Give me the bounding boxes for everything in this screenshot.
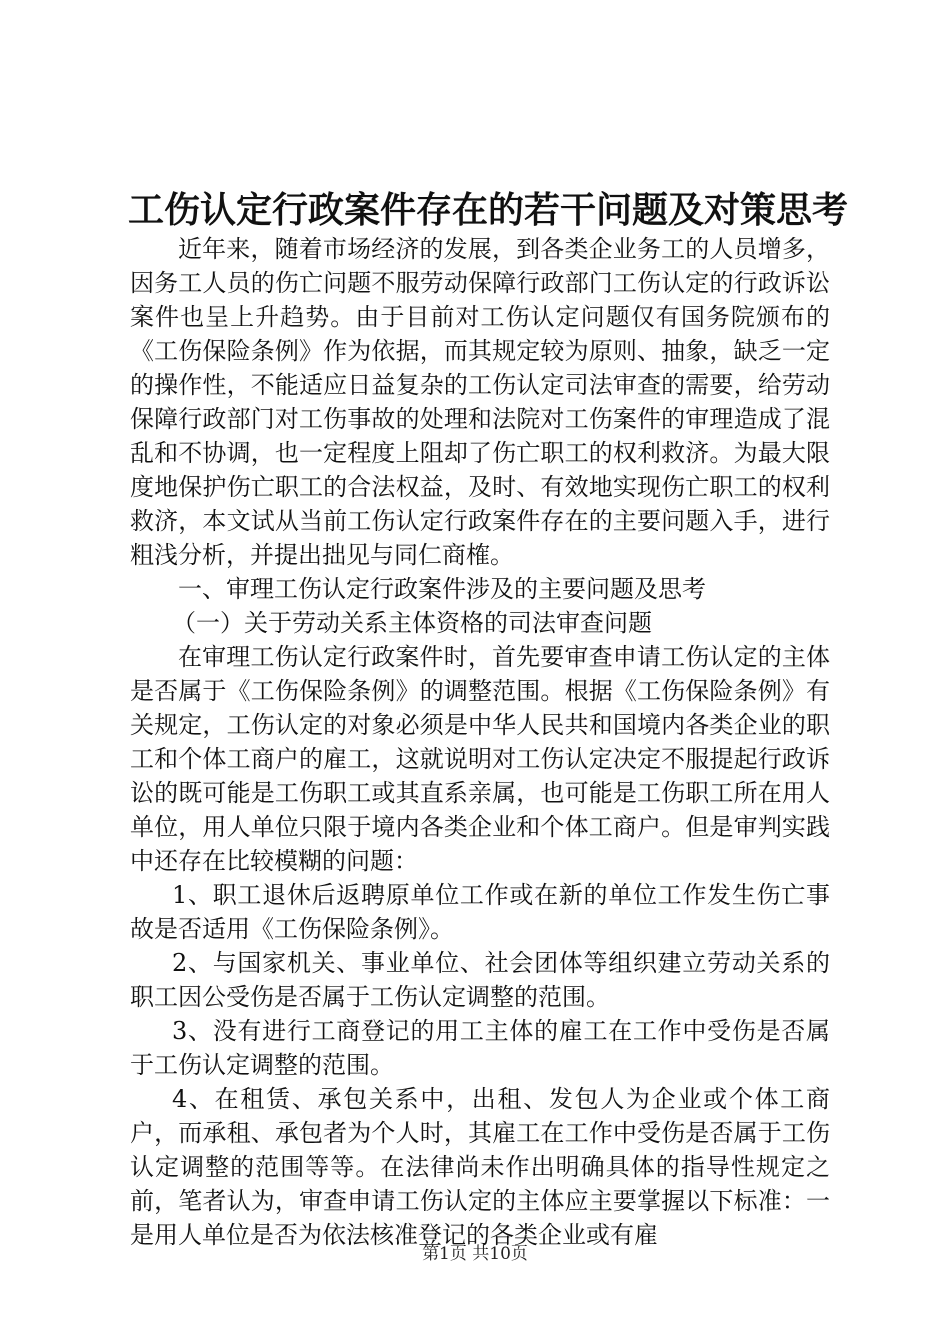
document-title: 工伤认定行政案件存在的若干问题及对策思考 [128,189,849,231]
document-body [130,232,830,1252]
subsection-heading: （一）关于劳动关系主体资格的司法审查问题 [172,609,652,637]
body-paragraph: 在审理工伤认定行政案件时，首先要审查申请工伤认定的主体是否属于《工伤保险条例》的调整范围。根据《工伤保险条例》有关规定，工伤认定的对象必须是中华人民共和国境内各类企业的职工和个体工商户的雇工，这就说明对工伤认定决定不服提起行政诉讼的既可能是工伤职工或其直系亲属，也可能是工伤职工所在用人单位，用人单位只限于境内各类企业和个体工商户。但是审判实践中还存在比较模糊的问题： [130,643,830,875]
list-item-3: 3、没有进行工商登记的用工主体的雇工在工作中受伤是否属于工伤认定调整的范围。 [130,1017,830,1079]
section-heading: 一、审理工伤认定行政案件涉及的主要问题及思考 [178,575,706,603]
list-item-2: 2、与国家机关、事业单位、社会团体等组织建立劳动关系的职工因公受伤是否属于工伤认定调整的范围。 [130,949,830,1011]
list-item-4: 4、在租赁、承包关系中，出租、发包人为企业或个体工商户，而承租、承包者为个人时，其雇工在工作中受伤是否属于工伤认定调整的范围等等。在法律尚未作出明确具体的指导性规定之前，笔者认为，审查申请工伤认定的主体应主要掌握以下标准：一是用人单位是否为依法核准登记的各类企业或有雇 [130,1085,830,1249]
intro-paragraph: 近年来，随着市场经济的发展，到各类企业务工的人员增多，因务工人员的伤亡问题不服劳动保障行政部门工伤认定的行政诉讼案件也呈上升趋势。由于目前对工伤认定问题仅有国务院颁布的《工伤保险条例》作为依据，而其规定较为原则、抽象，缺乏一定的操作性，不能适应日益复杂的工伤认定司法审查的需要，给劳动保障行政部门对工伤事故的处理和法院对工伤案件的审理造成了混乱和不协调，也一定程度上阻却了伤亡职工的权利救济。为最大限度地保护伤亡职工的合法权益，及时、有效地实现伤亡职工的权利救济，本文试从当前工伤认定行政案件存在的主要问题入手，进行粗浅分析，并提出拙见与同仁商榷。 [130,235,830,569]
list-item-1: 1、职工退休后返聘原单位工作或在新的单位工作发生伤亡事故是否适用《工伤保险条例》。 [130,881,830,943]
page-footer: 第1页 共10页 [422,1244,528,1264]
